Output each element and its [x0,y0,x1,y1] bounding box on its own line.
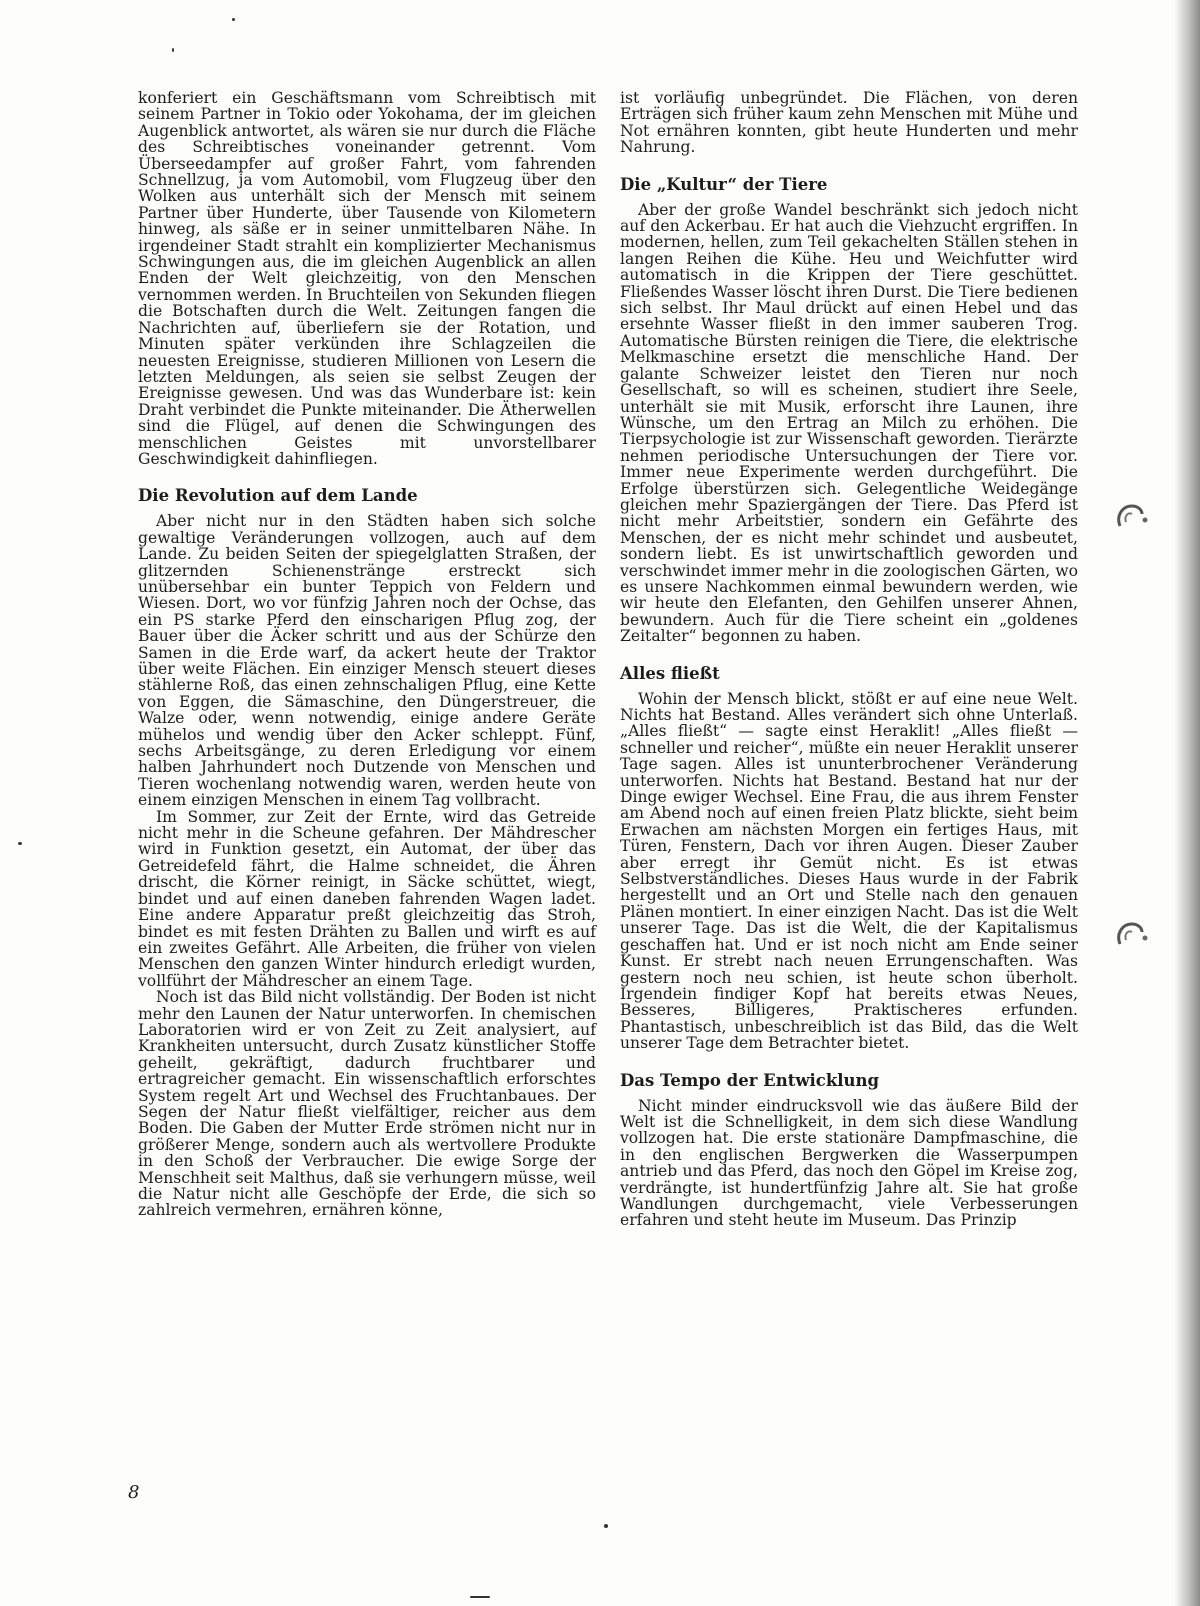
scan-speck [604,1524,608,1528]
paragraph-pace-of-development: Nicht minder eindrucksvoll wie das äußere Bild der Welt ist die Schnelligkeit, in dem sich diese Wandlung vollzogen hat. Die erste stationäre Dampfmaschine, die in den englischen Bergwerken die Wasserpumpen antrieb und das Pferd, das noch den Göpel im Kreise zog, verdrängte, ist hundertfünfzig Jahre alt. Sie hat große Wandlungen durchgemacht, viele Verbesserungen erfahren und steht heute im Museum. Das Prinzip [620,1096,1078,1230]
heading-kultur-der-tiere: Die „Kultur“ der Tiere [620,174,828,194]
scan-shadow-edge [1174,0,1200,1606]
scan-speck [18,842,22,845]
scan-speck [232,18,235,21]
punch-hole-mark-lower [1112,918,1152,954]
heading-alles-fliesst: Alles fließt [620,663,720,683]
right-column [620,90,1078,1229]
paragraph-harvest: Im Sommer, zur Zeit der Ernte, wird das Getreide nicht mehr in die Scheune gefahren. Der Mähdrescher wird in Funktion gesetzt, ein Automat, der über das Getreidefeld fährt, die Halme schneidet, die Ähren drischt, die Körner reinigt, in Säcke schüttet, wiegt, bindet und auf einen daneben fahrenden Wagen ladet. Eine andere Apparatur preßt gleichzeitig das Stroh, bindet es mit festen Drähten zu Ballen und wirft es auf ein zweites Gefährt. Alle Arbeiten, die früher von vielen Menschen den ganzen Winter hindurch erledigt wurden, vollführt der Mähdrescher an einem Tage. [138,807,596,990]
page-number: 8 [128,1482,140,1503]
left-column [138,90,596,1219]
paragraph-everything-flows: Wohin der Mensch blickt, stößt er auf eine neue Welt. Nichts hat Bestand. Alles verändert sich ohne Unterlaß. „Alles fließt“ — sagte einst Heraklit! „Alles fließt — schneller und reicher“, müßte ein neuer Heraklit unserer Tage sagen. Alles ist ununterbrochener Veränderung unterworfen. Nichts hat Bestand. Bestand hat nur der Dinge ewiger Wechsel. Eine Frau, die aus ihrem Fenster am Abend noch auf einen freien Platz blickte, sieht beim Erwachen am nächsten Morgen ein fertiges Haus, mit Türen, Fenstern, Dach vor ihren Augen. Dieser Zauber aber erregt ihr Gemüt nicht. Es ist etwas Selbstverständliches. Dieses Haus wurde in der Fabrik hergestellt und an Ort und Stelle nach den genauen Plänen montiert. In einer einzigen Nacht. Das ist die Welt unserer Tage. Das ist die Welt, die der Kapitalismus geschaffen hat. Und er ist noch nicht am Ende seiner Kunst. Er strebt nach neuen Errungenschaften. Was gestern noch neu schien, ist heute schon überholt. Irgendein findiger Kopf hat bereits etwas Neues, Besseres, Billigeres, Praktischeres erfunden. Phantastisch, unbeschreiblich ist das Bild, das die Welt unserer Tage dem Betrachter bietet. [620,689,1078,1053]
heading-revolution-auf-dem-lande: Die Revolution auf dem Lande [138,486,418,506]
paragraph-telecommunication: konferiert ein Geschäftsmann vom Schreibtisch mit seinem Partner in Tokio oder Yokohama, der im gleichen Augenblick antwortet, als wären sie nur durch die Fläche des Schreibtisches voneinander getrennt. Vom Überseedampfer auf großer Fahrt, vom fahrenden Schnellzug, ja vom Automobil, vom Flugzeug über den Wolken aus unterhält sich der Mensch mit seinem Partner über Hunderte, über Tausende von Kilometern hinweg, als säße er in seiner unmittelbaren Nähe. In irgendeiner Stadt strahlt ein komplizierter Mechanismus Schwingungen aus, die im gleichen Augenblick an allen Enden der Welt gleichzeitig, von den Menschen vernommen werden. In Bruchteilen von Sekunden fliegen die Botschaften durch die Welt. Zeitungen fangen die Nachrichten auf, überliefern sie der Rotation, und Minuten später verkünden ihre Schlagzeilen die neuesten Ereignisse, studieren Millionen von Lesern die letzten Meldungen, als seien sie selbst Zeugen der Ereignisse gewesen. Und was das Wunderbare ist: kein Draht verbindet die Punkte miteinander. Die Ätherwellen sind die Flügel, auf denen die Schwingungen des menschlichen Geistes mit unvorstellbarer Geschwindigkeit dahinfliegen. [138,89,596,468]
paragraph-livestock: Aber der große Wandel beschränkt sich jedoch nicht auf den Ackerbau. Er hat auch die Viehzucht ergriffen. In modernen, hellen, zum Teil gekachelten Ställen stehen in langen Reihen die Kühe. Heu und Weichfutter wird automatisch in die Krippen der Tiere geschüttet. Fließendes Wasser löscht ihren Durst. Die Tiere bedienen sich selbst. Ihr Maul drückt auf einen Hebel und das ersehnte Wasser fließt in den immer sauberen Trog. Automatische Bürsten reinigen die Tiere, die elektrische Melkmaschine ersetzt die menschliche Hand. Der galante Schweizer leistet den Tieren nur noch Gesellschaft, so will es scheinen, studiert ihre Seele, unterhält sie mit Musik, erforscht ihre Launen, ihre Wünsche, um den Ertrag an Milch zu erhöhen. Die Tierpsychologie ist zur Wissenschaft geworden. Tierärzte nehmen periodische Untersuchungen der Tiere vor. Immer neue Experimente werden durchgeführt. Die Erfolge überstürzen sich. Gelegentliche Weidegänge gleichen mehr Spaziergängen der Tiere. Das Pferd ist nicht mehr Arbeitstier, sondern ein Gefährte des Menschen, der es nicht mehr schindet und ausbeutet, sondern liebt. Es ist unwirtschaftlich geworden und verschwindet immer mehr in die zoologischen Gärten, wo es unsere Nachkommen einmal bewundern werden, wie wir heute den Elefanten, den Gehilfen unserer Ahnen, bewundern. Auch für die Tiere scheint ein „goldenes Zeitalter“ begonnen zu haben. [620,200,1078,646]
punch-hole-mark-upper [1112,500,1152,536]
paragraph-soil-science: Noch ist das Bild nicht vollständig. Der Boden ist nicht mehr den Launen der Natur unterworfen. In chemischen Laboratorien wird er von Zeit zu Zeit analysiert, auf Krankheiten untersucht, durch Zusatz künstlicher Stoffe geheilt, gekräftigt, dadurch fruchtbarer und ertragreicher gemacht. Ein wissenschaftlich erforschtes System regelt Art und Wechsel des Fruchtanbaues. Der Segen der Natur fließt vielfältiger, reicher aus dem Boden. Die Gaben der Mutter Erde strömen nicht nur in größerer Menge, sondern auch als wertvollere Produkte in den Schoß der Verbraucher. Die ewige Sorge der Menschheit seit Malthus, daß sie verhungern müsse, weil die Natur nicht alle Geschöpfe der Erde, die sich so zahlreich vermehren, ernähren könne, [138,988,596,1220]
paragraph-countryside-changes: Aber nicht nur in den Städten haben sich solche gewaltige Veränderungen vollzogen, auch auf dem Lande. Zu beiden Seiten der spiegelglatten Straßen, der glitzernden Schienenstränge erstreckt sich unübersehbar ein bunter Teppich von Feldern und Wiesen. Dort, wo vor fünfzig Jahren noch der Ochse, das ein PS starke Pferd den einscharigen Pflug zog, der Bauer über die Äcker schritt und aus der Schürze den Samen in die Erde warf, da ackert heute der Traktor über weite Flächen. Ein einziger Mensch steuert dieses stählerne Roß, das einen zehnschaligen Pflug, eine Kette von Eggen, die Sämaschine, den Düngerstreuer, die Walze oder, wenn notwendig, einige andere Geräte mühelos und wendig über den Acker schleppt. Fünf, sechs Arbeitsgänge, zu deren Erledigung vor einem halben Jahrhundert noch Dutzende von Menschen und Tieren wochenlang notwendig waren, werden heute von einem einzigen Menschen in einem Tag vollbracht. [138,512,596,810]
paragraph-continued: ist vorläufig unbegründet. Die Flächen, von deren Erträgen sich früher kaum zehn Menschen mit Mühe und Not ernähren konnten, gibt heute Hunderten und mehr Nahrung. [620,89,1078,157]
heading-tempo-der-entwicklung: Das Tempo der Entwicklung [620,1070,880,1090]
scan-speck [172,48,174,52]
scan-speck [470,1596,490,1598]
